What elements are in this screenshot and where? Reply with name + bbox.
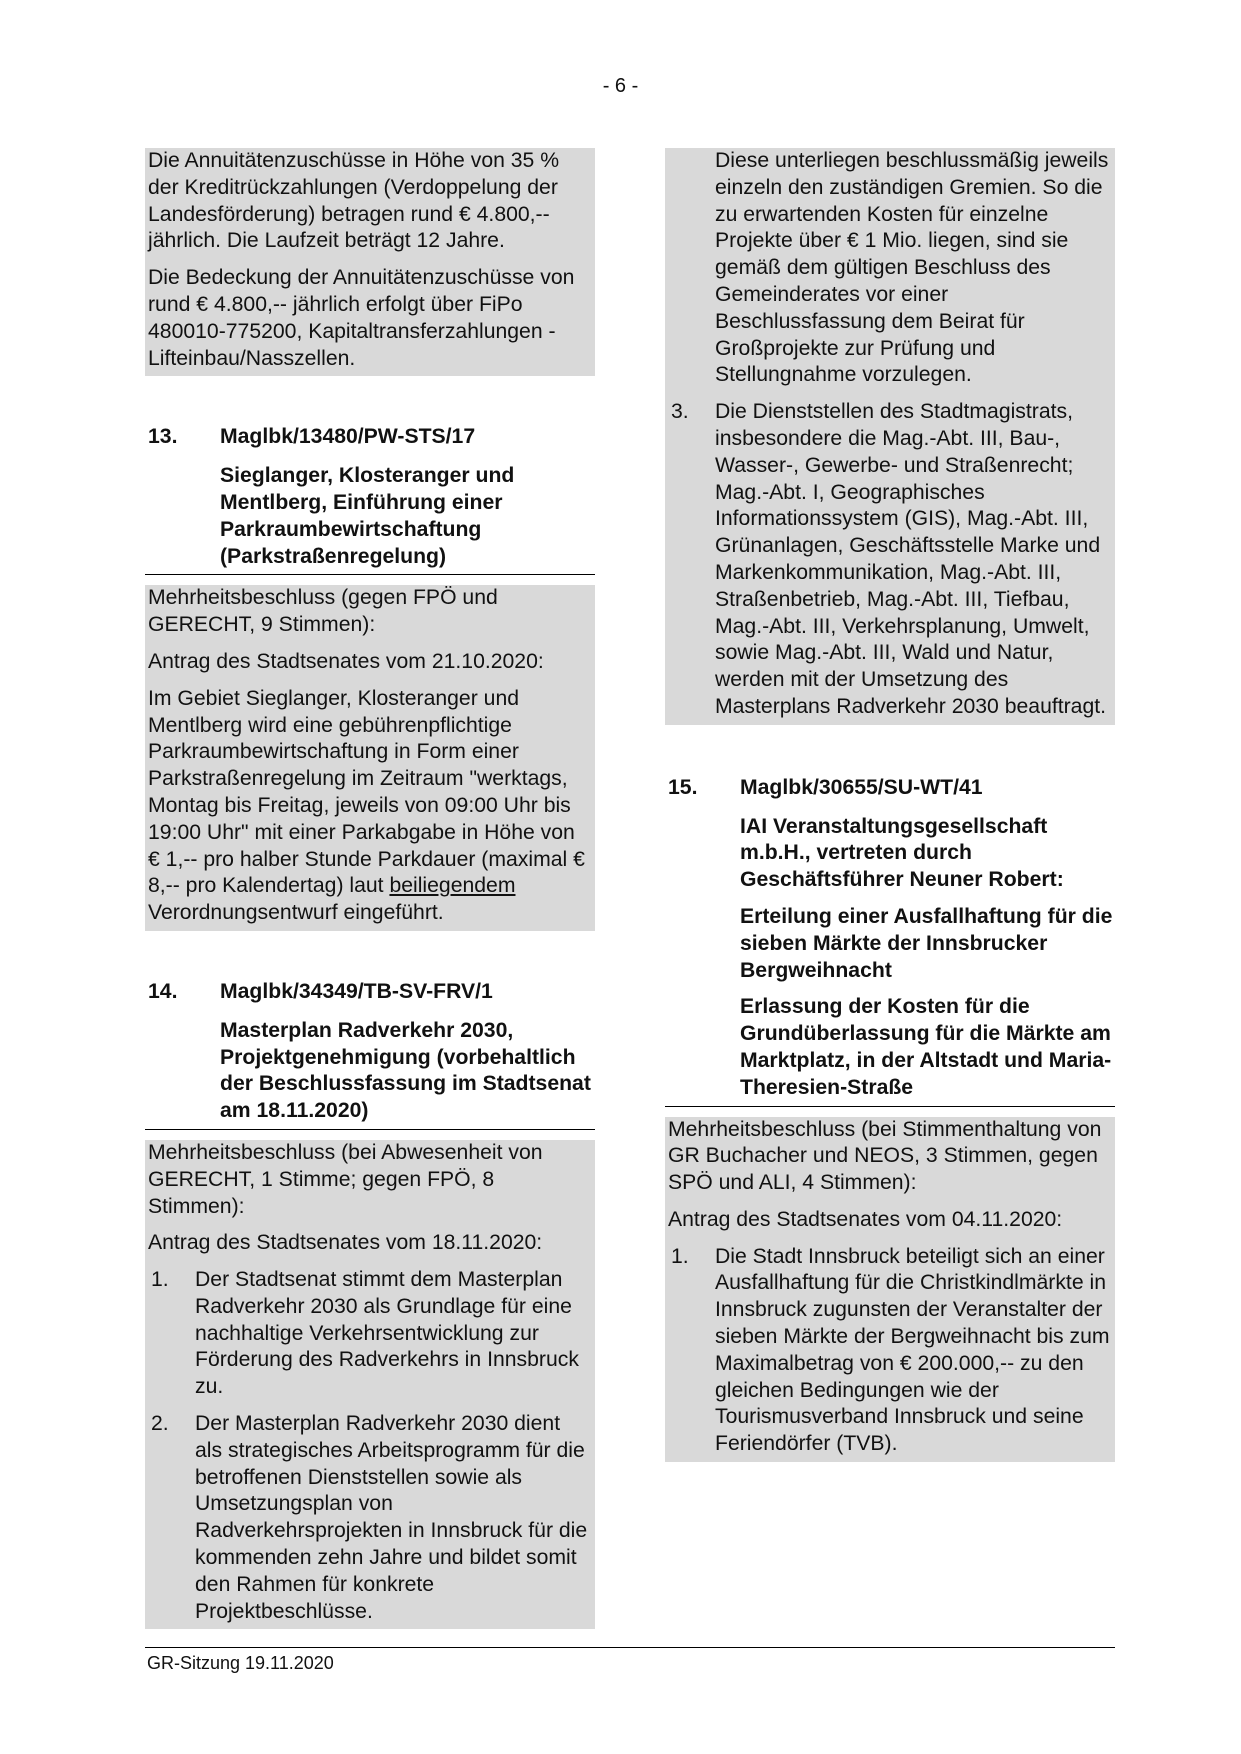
item-13-number: 13. xyxy=(148,425,178,449)
item-15-divider xyxy=(665,1106,1115,1107)
footer-session-label: GR-Sitzung 19.11.2020 xyxy=(147,1653,334,1673)
item-14-points-continued xyxy=(668,399,1112,721)
item-14-reference: Maglbk/34349/TB-SV-FRV/1 xyxy=(220,979,493,1003)
item-13-divider xyxy=(145,574,595,575)
list-item-text: Die Dienststellen des Stadtmagistrats, insbesondere die Mag.-Abt. III, Bau-, Wasser-, Gewerbe- und Straßenrecht; Mag.-Abt. I, Geographisches Informationssystem (GIS), Mag.-Abt. III, Grünanlagen, Geschäftsstelle Marke und Markenkommunikation, Mag.-Abt. III, Straßenbetrieb, Mag.-Abt. III, Tiefbau, Mag.-Abt. III, Verkehrsplanung, Umwelt, sowie Mag.-Abt. III, Wald und Natur, werden mit der Umsetzung des Masterplans Radverkehr 2030 beauftragt. xyxy=(715,400,1107,718)
item-15-title xyxy=(665,814,1115,1102)
footer-divider xyxy=(145,1647,1115,1648)
item-15-title-liability: Erteilung einer Ausfallhaftung für die sieben Märkte der Innsbrucker Bergweihnacht xyxy=(740,904,1113,982)
item-14-content xyxy=(145,1140,595,1630)
page-number: - 6 - xyxy=(602,75,639,97)
item-15-points xyxy=(668,1244,1112,1458)
item-13-attachment-reference: beiliegendem xyxy=(389,874,516,898)
list-item-number: 3. xyxy=(671,400,689,424)
list-item-number: 1. xyxy=(151,1268,169,1292)
item-14-points xyxy=(148,1267,592,1625)
item-14-heading xyxy=(145,979,595,1006)
list-item xyxy=(668,399,1112,721)
item-15-title-applicant: IAI Veranstaltungsgesellschaft m.b.H., vertreten durch Geschäftsführer Neuner Robert: xyxy=(740,814,1064,892)
list-item-text: Der Stadtsenat stimmt dem Masterplan Radverkehr 2030 als Grundlage für eine nachhaltige Verkehrsentwicklung zur Förderung des Radverkehrs in Innsbruck zu. xyxy=(195,1268,579,1399)
item-14-title-text: Masterplan Radverkehr 2030, Projektgenehmigung (vorbehaltlich der Beschlussfassung im Stadtsenat am 18.11.2020) xyxy=(220,1018,591,1123)
item-13-body-after: Verordnungsentwurf eingeführt. xyxy=(148,901,444,925)
intro-paragraph-2: Die Bedeckung der Annuitätenzuschüsse von rund € 4.800,-- jährlich erfolgt über FiPo 480010-775200, Kapitaltransferzahlungen - Lifteinbau/Nasszellen. xyxy=(148,266,575,370)
list-item xyxy=(148,1267,592,1401)
list-item-text: Der Masterplan Radverkehr 2030 dient als strategisches Arbeitsprogramm für die betroffenen Dienststellen sowie als Umsetzungsplan von Radverkehrsprojekten in Innsbruck für die kommenden zehn Jahre und bildet somit den Rahmen für konkrete Projektbeschlüsse. xyxy=(195,1412,588,1623)
list-item-number: 2. xyxy=(151,1412,169,1436)
item-13-body-before: Im Gebiet Sieglanger, Klosteranger und Mentlberg wird eine gebührenpflichtige Parkraumbewirtschaftung in Form einer Parkstraßenregelung im Zeitraum "werktags, Montag bis Freitag, jeweils von 09:00 Uhr bis 19:00 Uhr" mit einer Parkabgabe in Höhe von € 1,-- pro halber Stunde Parkdauer (maximal € 8,-- pro Kalendertag) laut xyxy=(148,686,585,898)
item-15-reference: Maglbk/30655/SU-WT/41 xyxy=(740,775,983,799)
item-13-body xyxy=(148,686,592,927)
item-15-motion: Antrag des Stadtsenates vom 04.11.2020: xyxy=(668,1207,1063,1231)
item-14-continuation xyxy=(665,148,1115,725)
list-item-text: Die Stadt Innsbruck beteiligt sich an einer Ausfallhaftung für die Christkindlmärkte in Innsbruck zugunsten der Veranstalter der sieben Märkte der Bergweihnacht bis zum Maximalbetrag von € 200.000,-- zu den gleichen Bedingungen wie der Tourismusverband Innsbruck und seine Feriendörfer (TVB). xyxy=(715,1244,1110,1456)
right-column xyxy=(665,148,1115,1462)
list-item-number: 1. xyxy=(671,1244,689,1268)
item-13-motion: Antrag des Stadtsenates vom 21.10.2020: xyxy=(148,649,544,673)
item-14-number: 14. xyxy=(148,979,178,1003)
item-14-motion: Antrag des Stadtsenates vom 18.11.2020: xyxy=(148,1231,543,1255)
item-15-content xyxy=(665,1117,1115,1463)
item-14-title xyxy=(145,1018,595,1125)
item-15-number: 15. xyxy=(668,775,698,799)
item-13-title-text: Sieglanger, Klosteranger und Mentlberg, Einführung einer Parkraumbewirtschaftung (Parkstraßenregelung) xyxy=(220,464,515,568)
item-15-title-fee-waiver: Erlassung der Kosten für die Grundüberlassung für die Märkte am Marktplatz, in der Altstadt und Maria-Theresien-Straße xyxy=(740,995,1112,1099)
left-column xyxy=(145,148,595,1629)
item-15-heading xyxy=(665,775,1115,802)
intro-paragraph-1: Die Annuitätenzuschüsse in Höhe von 35 % der Kreditrückzahlungen (Verdoppelung der Landesförderung) betragen rund € 4.800,-- jährlich. Die Laufzeit beträgt 12 Jahre. xyxy=(148,149,560,253)
item-13-title xyxy=(145,463,595,570)
list-item xyxy=(148,1411,592,1625)
item-13-vote: Mehrheitsbeschluss (gegen FPÖ und GERECHT, 9 Stimmen): xyxy=(148,586,498,637)
intro-block xyxy=(145,148,595,376)
item-13-heading xyxy=(145,424,595,451)
item-15-vote: Mehrheitsbeschluss (bei Stimmenthaltung von GR Buchacher und NEOS, 3 Stimmen, gegen SPÖ und ALI, 4 Stimmen): xyxy=(668,1117,1102,1195)
item-13-reference: Maglbk/13480/PW-STS/17 xyxy=(220,425,476,449)
item-14-divider xyxy=(145,1129,595,1130)
item-14-point-2-continuation: Diese unterliegen beschlussmäßig jeweils einzeln den zuständigen Gremien. So die zu erwartenden Kosten für einzelne Projekte über € 1 Mio. liegen, sind sie gemäß dem gültigen Beschluss des Gemeinderates vor einer Beschlussfassung dem Beirat für Großprojekte zur Prüfung und Stellungnahme vorzulegen. xyxy=(715,149,1109,387)
list-item xyxy=(668,1244,1112,1458)
item-14-vote: Mehrheitsbeschluss (bei Abwesenheit von GERECHT, 1 Stimme; gegen FPÖ, 8 Stimmen): xyxy=(148,1140,543,1218)
item-13-content xyxy=(145,585,595,931)
